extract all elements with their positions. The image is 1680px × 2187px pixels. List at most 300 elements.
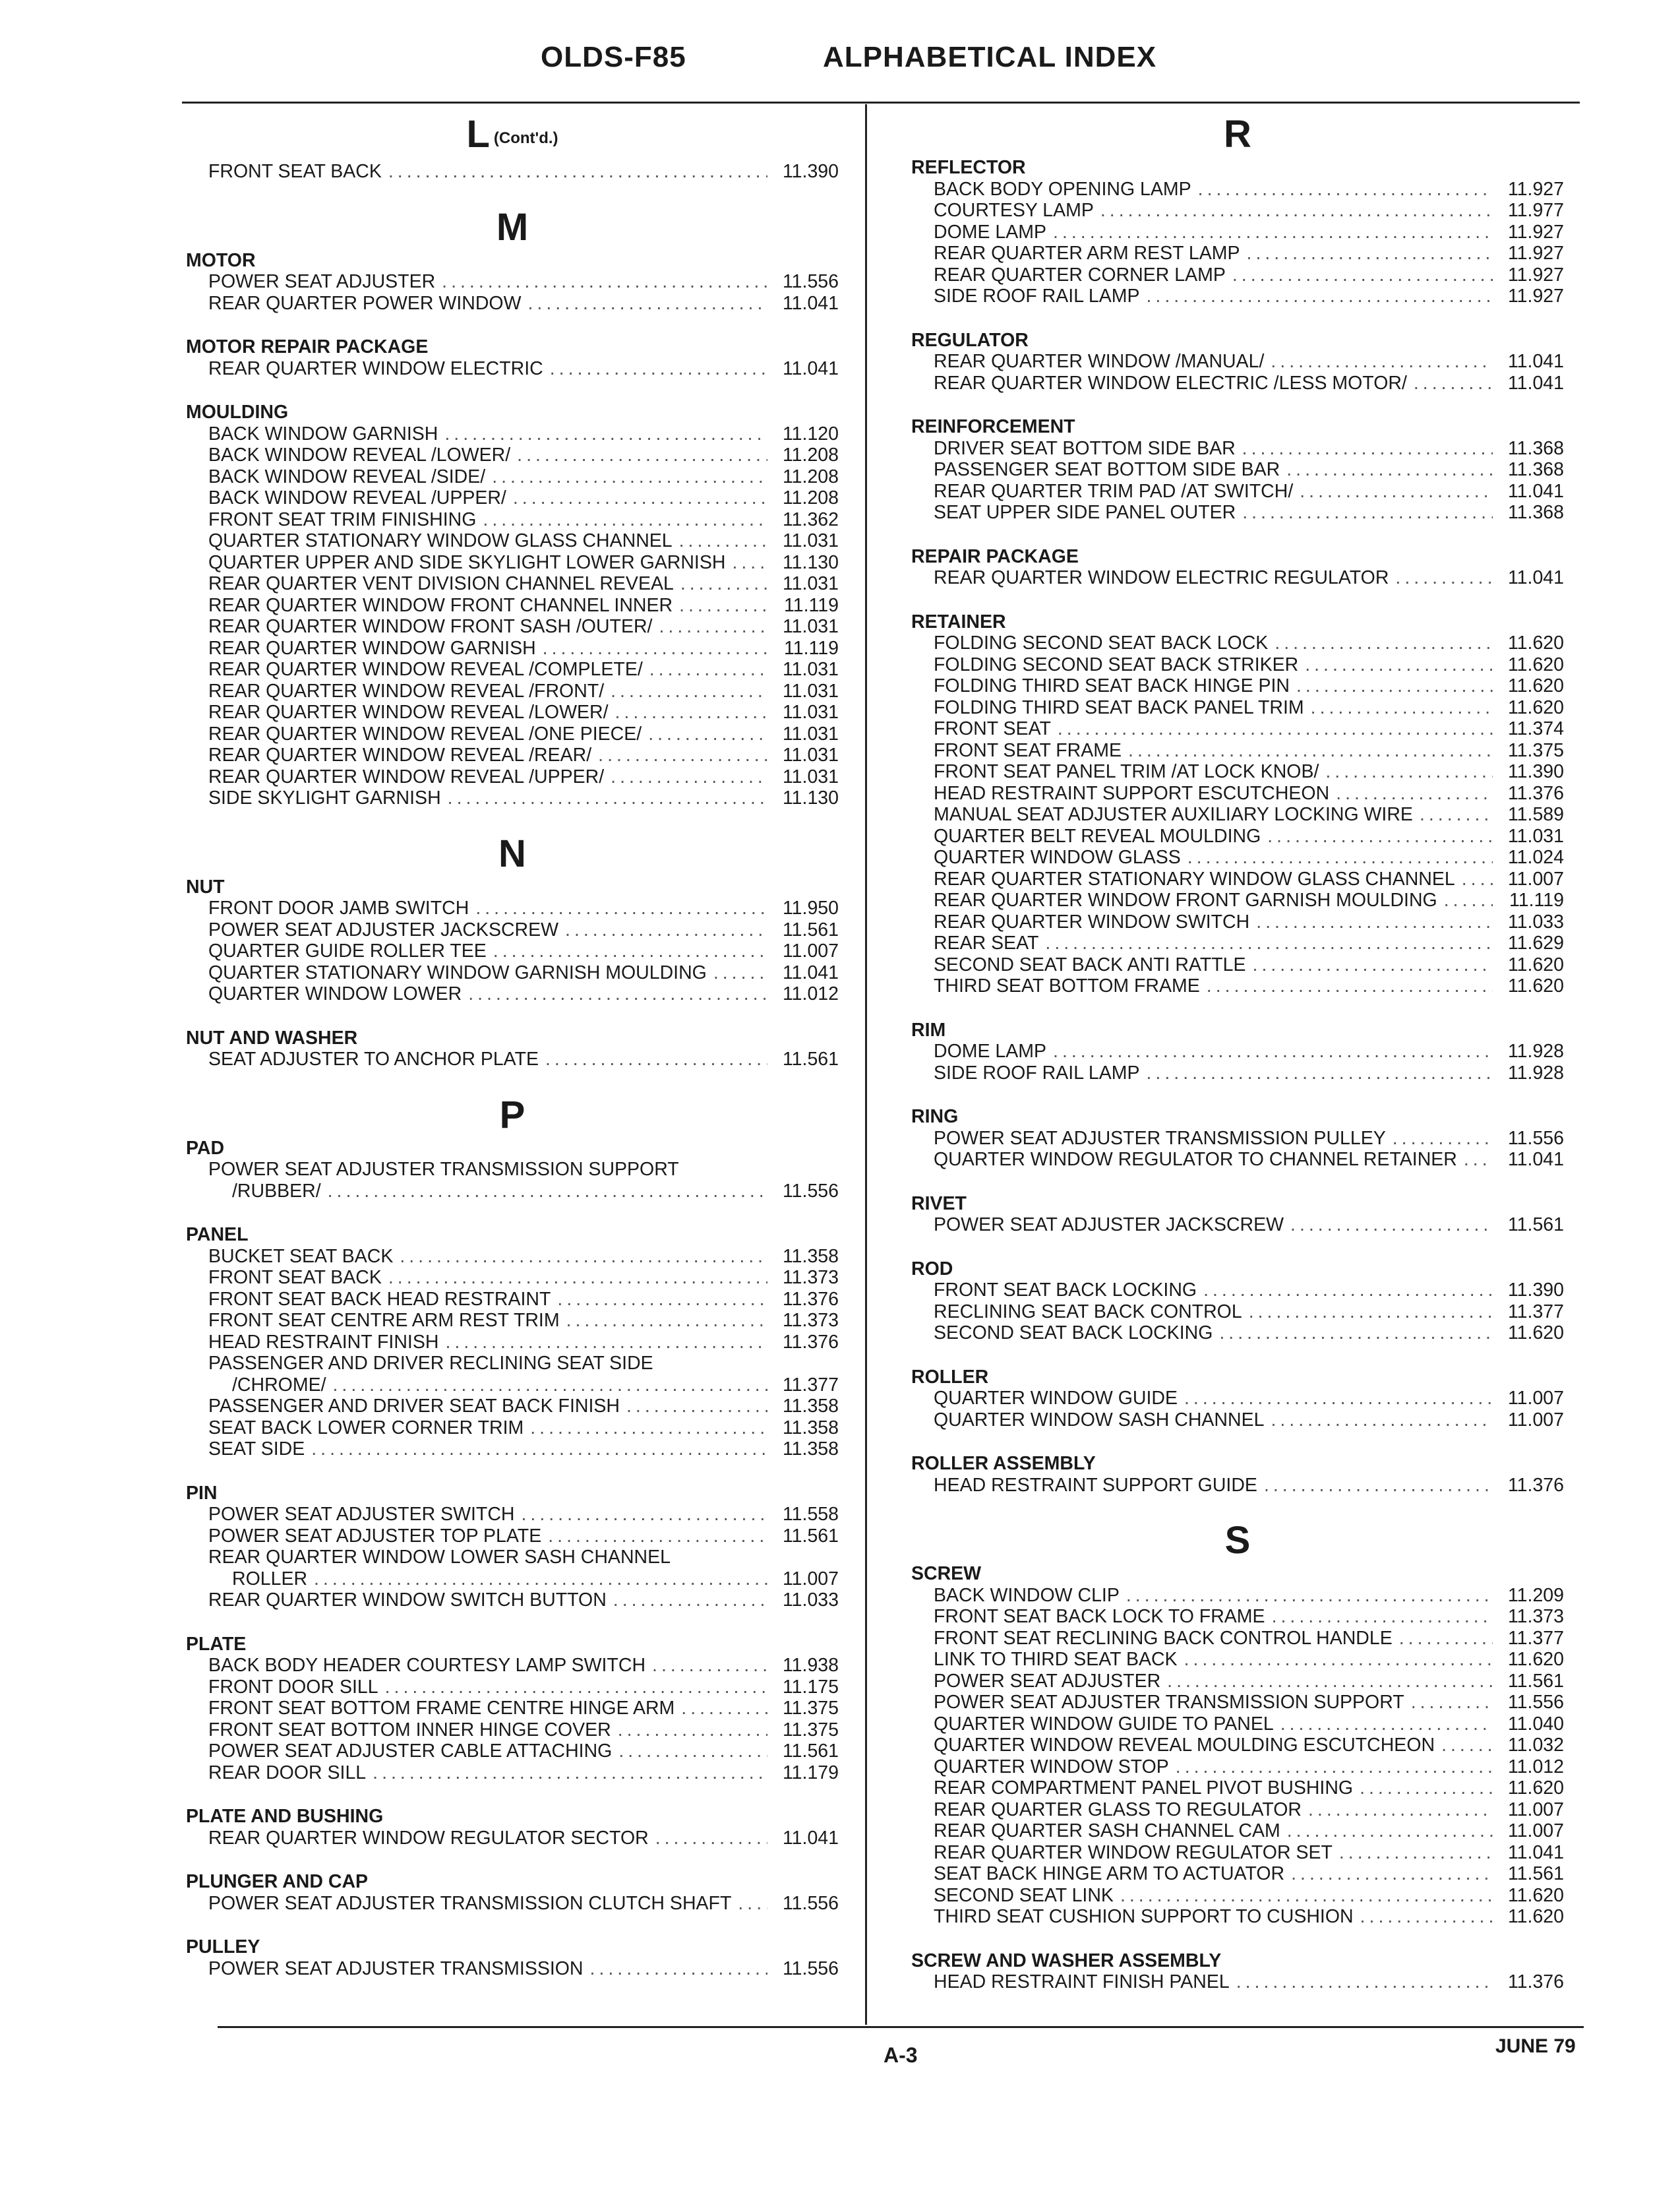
entry-reference: 11.368 — [1507, 502, 1564, 523]
index-column-left — [186, 112, 839, 2002]
entry-label: /RUBBER/ — [232, 1180, 321, 1202]
entry-reference: 11.007 — [1507, 1388, 1564, 1409]
entry-label: SEAT BACK LOWER CORNER TRIM — [208, 1417, 524, 1438]
entry-reference: 11.374 — [1507, 718, 1564, 739]
dot-leader — [1184, 1649, 1493, 1671]
dot-leader — [333, 1374, 768, 1396]
dot-leader — [681, 1698, 767, 1719]
index-group — [186, 250, 839, 315]
header-rule — [182, 102, 1580, 104]
section-letter-text: L — [466, 113, 490, 156]
entry-label: BACK WINDOW REVEAL /LOWER/ — [208, 445, 511, 466]
dot-leader — [680, 573, 767, 595]
index-entries — [186, 1159, 839, 1202]
entry-label: /CHROME/ — [232, 1374, 326, 1396]
entry-reference: 11.556 — [782, 271, 839, 292]
dot-leader — [557, 1289, 767, 1310]
index-entry — [186, 271, 839, 293]
entry-reference: 11.031 — [1507, 825, 1564, 847]
entry-label: BACK WINDOW GARNISH — [208, 423, 438, 445]
section-letter — [911, 1518, 1564, 1563]
section-letter-text: M — [496, 205, 529, 249]
dot-leader — [1300, 481, 1493, 503]
index-entry — [911, 567, 1564, 589]
index-entry — [911, 243, 1564, 264]
dot-leader — [649, 659, 767, 681]
section-letter-text: S — [1224, 1519, 1251, 1562]
index-entry — [186, 530, 839, 552]
entry-label: FOLDING THIRD SEAT BACK PANEL TRIM — [934, 696, 1304, 718]
dot-leader — [1256, 911, 1493, 933]
dot-leader — [1120, 1885, 1493, 1907]
dot-leader — [1271, 351, 1493, 373]
group-heading: SCREW — [911, 1563, 982, 1584]
entry-label: SEAT ADJUSTER TO ANCHOR PLATE — [208, 1049, 539, 1070]
dot-leader — [1290, 1214, 1493, 1236]
index-group — [911, 1453, 1564, 1496]
dot-leader — [1203, 1279, 1493, 1301]
entry-label: REAR QUARTER WINDOW FRONT SASH /OUTER/ — [208, 616, 653, 637]
dot-leader — [1236, 1971, 1493, 1993]
index-entry — [911, 911, 1564, 933]
entry-reference: 11.561 — [782, 1740, 839, 1762]
entry-reference: 11.561 — [1507, 1214, 1564, 1235]
index-entry — [186, 1310, 839, 1332]
group-heading: RIVET — [911, 1192, 967, 1214]
entry-label: SECOND SEAT BACK ANTI RATTLE — [934, 954, 1246, 975]
index-group — [186, 1871, 839, 1914]
index-entries — [911, 1041, 1564, 1084]
dot-leader — [1360, 1906, 1493, 1928]
entry-reference: 11.041 — [1507, 1841, 1564, 1863]
dot-leader — [1198, 179, 1493, 200]
index-entries — [911, 438, 1564, 524]
index-group — [911, 1563, 1564, 1928]
dot-leader — [513, 487, 767, 509]
entry-reference: 11.620 — [1507, 975, 1564, 997]
entry-reference: 11.007 — [782, 940, 839, 962]
index-entry — [186, 293, 839, 315]
index-entries — [911, 1214, 1564, 1236]
dot-leader — [543, 638, 767, 660]
dot-leader — [1253, 954, 1493, 976]
entry-reference: 11.620 — [1507, 1884, 1564, 1906]
index-entry — [911, 1842, 1564, 1864]
entry-reference: 11.375 — [1507, 739, 1564, 761]
entry-label: REAR QUARTER WINDOW SWITCH BUTTON — [208, 1589, 607, 1611]
index-entries — [186, 898, 839, 1005]
dot-leader — [590, 1958, 767, 1980]
entry-reference: 11.928 — [1507, 1062, 1564, 1084]
index-entry — [186, 1525, 839, 1547]
dot-leader — [1280, 1713, 1493, 1735]
entry-reference: 11.556 — [782, 1892, 839, 1914]
index-entry — [911, 1388, 1564, 1409]
entry-label: HEAD RESTRAINT FINISH PANEL — [934, 1971, 1230, 1992]
entry-label: REAR QUARTER WINDOW ELECTRIC — [208, 357, 543, 379]
dot-leader — [400, 1246, 767, 1268]
dot-leader — [445, 1332, 767, 1353]
dot-leader — [679, 595, 767, 617]
entry-label: QUARTER WINDOW LOWER — [208, 983, 462, 1004]
entry-label: DRIVER SEAT BOTTOM SIDE BAR — [934, 437, 1236, 459]
index-entry — [186, 1049, 839, 1070]
index-section — [911, 112, 1564, 1496]
entry-label: POWER SEAT ADJUSTER TOP PLATE — [208, 1525, 542, 1547]
group-heading: ROD — [911, 1258, 953, 1279]
dot-leader — [655, 1828, 767, 1849]
entry-reference: 11.368 — [1507, 459, 1564, 480]
index-entry — [186, 940, 839, 962]
entry-reference: 11.031 — [782, 745, 839, 766]
group-heading: RING — [911, 1106, 959, 1127]
entry-label: SEAT SIDE — [208, 1438, 305, 1460]
index-entry — [911, 1322, 1564, 1344]
entry-label: QUARTER UPPER AND SIDE SKYLIGHT LOWER GARNISH — [208, 551, 726, 573]
entry-label: POWER SEAT ADJUSTER TRANSMISSION PULLEY — [934, 1127, 1386, 1149]
index-entry — [911, 1713, 1564, 1735]
index-group — [911, 1367, 1564, 1431]
entry-label: FRONT SEAT — [934, 718, 1051, 739]
group-heading: PLATE — [186, 1633, 247, 1655]
entry-label: MANUAL SEAT ADJUSTER AUXILIARY LOCKING WIRE — [934, 804, 1413, 825]
entry-reference: 11.620 — [1507, 954, 1564, 975]
index-group — [186, 336, 839, 379]
entry-reference: 11.390 — [1507, 761, 1564, 782]
group-heading: REINFORCEMENT — [911, 416, 1075, 437]
entry-reference: 11.041 — [1507, 567, 1564, 588]
index-entry — [911, 826, 1564, 847]
entry-label: QUARTER WINDOW SASH CHANNEL — [934, 1409, 1265, 1431]
index-entry — [911, 438, 1564, 460]
entry-label: FRONT SEAT CENTRE ARM REST TRIM — [208, 1310, 560, 1331]
entry-reference: 11.373 — [782, 1310, 839, 1331]
index-entry — [186, 466, 839, 488]
entry-reference: 11.561 — [782, 1525, 839, 1547]
entry-label: FOLDING THIRD SEAT BACK HINGE PIN — [934, 675, 1290, 696]
index-entry — [911, 1863, 1564, 1885]
index-entry — [911, 1885, 1564, 1907]
index-entry — [911, 632, 1564, 654]
index-entry — [911, 222, 1564, 243]
doc-model-title: OLDS-F85 — [541, 41, 686, 73]
index-entries — [186, 161, 839, 183]
entry-reference: 11.041 — [1507, 1149, 1564, 1170]
dot-leader — [1275, 632, 1493, 654]
dot-leader — [1271, 1409, 1493, 1431]
entry-label: FRONT DOOR SILL — [208, 1676, 378, 1698]
entry-label: REAR QUARTER WINDOW /MANUAL/ — [934, 351, 1265, 372]
entry-label: HEAD RESTRAINT SUPPORT GUIDE — [934, 1474, 1257, 1496]
dot-leader — [1360, 1777, 1493, 1799]
entry-reference: 11.031 — [782, 680, 839, 702]
entry-label: QUARTER WINDOW REVEAL MOULDING ESCUTCHEON — [934, 1735, 1435, 1756]
index-entry — [911, 1671, 1564, 1692]
dot-leader — [1286, 459, 1493, 481]
entry-label-line: POWER SEAT ADJUSTER TRANSMISSION SUPPORT — [208, 1159, 679, 1180]
entry-reference: 11.556 — [782, 1957, 839, 1979]
entry-reference: 11.041 — [782, 357, 839, 379]
entry-label: QUARTER WINDOW REGULATOR TO CHANNEL RETAINER — [934, 1149, 1457, 1170]
entry-reference: 11.589 — [1507, 804, 1564, 825]
index-entry — [186, 1246, 839, 1268]
entry-label: QUARTER WINDOW GUIDE — [934, 1388, 1178, 1409]
group-heading: REFLECTOR — [911, 157, 1026, 178]
entry-label: FRONT SEAT FRAME — [934, 739, 1122, 761]
dot-leader — [493, 940, 767, 962]
index-group — [911, 416, 1564, 524]
index-entry — [186, 745, 839, 766]
dot-leader — [1441, 1735, 1493, 1756]
index-entry — [186, 1568, 839, 1590]
entry-reference: 11.629 — [1507, 933, 1564, 954]
entry-reference: 11.556 — [1507, 1127, 1564, 1149]
index-entry — [911, 179, 1564, 200]
dot-leader — [328, 1181, 767, 1202]
dot-leader — [611, 681, 767, 702]
index-group — [911, 546, 1564, 589]
entry-reference: 11.556 — [1507, 1692, 1564, 1713]
index-entries — [911, 1585, 1564, 1928]
index-entry — [911, 1279, 1564, 1301]
entry-reference: 11.033 — [782, 1589, 839, 1611]
entry-reference: 11.358 — [782, 1417, 839, 1438]
dot-leader — [1053, 222, 1493, 243]
dot-leader — [1232, 264, 1493, 286]
index-entry — [186, 616, 839, 638]
entry-reference: 11.208 — [782, 445, 839, 466]
group-heading: SCREW AND WASHER ASSEMBLY — [911, 1950, 1222, 1971]
index-entries — [911, 1128, 1564, 1171]
entry-reference: 11.927 — [1507, 264, 1564, 286]
dot-leader — [1305, 654, 1493, 676]
index-entry — [911, 1475, 1564, 1496]
entry-label: ROLLER — [232, 1568, 308, 1589]
entry-reference: 11.031 — [782, 702, 839, 723]
dot-leader — [615, 702, 768, 724]
index-group — [911, 1258, 1564, 1344]
index-group — [186, 1806, 839, 1849]
dot-leader — [713, 962, 767, 984]
section-letter — [186, 1093, 839, 1138]
entry-reference: 11.358 — [782, 1438, 839, 1460]
group-heading: NUT AND WASHER — [186, 1027, 358, 1049]
entry-label: SEAT UPPER SIDE PANEL OUTER — [934, 502, 1236, 523]
entry-label: REAR DOOR SILL — [208, 1762, 367, 1783]
entry-label: FRONT SEAT BOTTOM FRAME CENTRE HINGE ARM — [208, 1698, 675, 1719]
entry-label: SIDE SKYLIGHT GARNISH — [208, 787, 441, 809]
entry-reference: 11.012 — [1507, 1756, 1564, 1777]
index-entry — [186, 1740, 839, 1762]
group-heading: NUT — [186, 876, 225, 898]
dot-leader — [1311, 697, 1493, 719]
entry-label: FRONT SEAT BACK — [208, 1267, 382, 1288]
dot-leader — [442, 271, 767, 293]
dot-leader — [527, 293, 767, 315]
entry-reference: 11.368 — [1507, 437, 1564, 459]
dot-leader — [1325, 761, 1493, 783]
entry-label: REAR QUARTER WINDOW FRONT CHANNEL INNER — [208, 594, 673, 616]
entry-reference: 11.041 — [1507, 372, 1564, 394]
index-entry — [911, 1971, 1564, 1993]
index-entry — [186, 1762, 839, 1784]
entry-reference: 11.119 — [1509, 890, 1564, 911]
index-entry — [186, 358, 839, 380]
dot-leader — [1184, 1388, 1493, 1409]
entry-label: BACK WINDOW CLIP — [934, 1584, 1120, 1606]
index-entry — [911, 804, 1564, 826]
entry-label: REAR QUARTER STATIONARY WINDOW GLASS CHANNEL — [934, 868, 1455, 890]
dot-leader — [373, 1762, 767, 1784]
dot-leader — [732, 552, 767, 574]
entry-reference: 11.373 — [782, 1267, 839, 1288]
section-letter-text: P — [499, 1093, 525, 1136]
index-entry — [911, 1820, 1564, 1842]
index-entries — [911, 1279, 1564, 1344]
section-letter-text: R — [1224, 113, 1251, 156]
footer-rule — [218, 2026, 1584, 2028]
entry-label: POWER SEAT ADJUSTER SWITCH — [208, 1504, 515, 1525]
entry-reference: 11.377 — [1507, 1627, 1564, 1649]
entry-label: PASSENGER AND DRIVER SEAT BACK FINISH — [208, 1396, 620, 1417]
index-entries — [186, 1958, 839, 1980]
entry-reference: 11.007 — [1507, 868, 1564, 890]
entry-label: HEAD RESTRAINT FINISH — [208, 1331, 439, 1353]
index-entries — [186, 1893, 839, 1915]
dot-leader — [314, 1568, 767, 1590]
entry-reference: 11.556 — [782, 1180, 839, 1202]
revision-date: JUNE 79 — [1495, 2035, 1576, 2057]
entry-reference: 11.377 — [782, 1374, 839, 1396]
entry-label: HEAD RESTRAINT SUPPORT ESCUTCHEON — [934, 782, 1330, 804]
entry-reference: 11.024 — [1507, 847, 1564, 868]
index-entry — [186, 1589, 839, 1611]
dot-leader — [1296, 675, 1493, 697]
entry-label: REAR QUARTER WINDOW REVEAL /UPPER/ — [208, 766, 605, 787]
entry-label: PASSENGER SEAT BOTTOM SIDE BAR — [934, 459, 1280, 480]
entry-reference: 11.209 — [1507, 1584, 1564, 1606]
entry-reference: 11.927 — [1507, 178, 1564, 200]
index-entries — [911, 1475, 1564, 1496]
index-entry — [186, 1374, 839, 1396]
index-entries — [911, 1971, 1564, 1993]
entry-label: POWER SEAT ADJUSTER JACKSCREW — [934, 1214, 1284, 1235]
dot-leader — [1414, 373, 1493, 394]
index-entry — [186, 1289, 839, 1310]
group-heading: PANEL — [186, 1224, 249, 1245]
index-entry — [911, 890, 1564, 911]
index-entry — [186, 898, 839, 919]
entry-reference: 11.041 — [1507, 480, 1564, 502]
section-letter — [186, 205, 839, 250]
entry-reference: 11.390 — [1507, 1279, 1564, 1301]
entry-label: REAR SEAT — [934, 933, 1039, 954]
dot-leader — [448, 787, 767, 809]
index-entry — [186, 1438, 839, 1460]
index-group — [186, 1138, 839, 1202]
dot-leader — [565, 919, 767, 941]
entry-label: REAR COMPARTMENT PANEL PIVOT BUSHING — [934, 1777, 1354, 1799]
entry-label: DOME LAMP — [934, 221, 1047, 243]
entry-reference: 11.130 — [782, 551, 839, 573]
index-entry — [186, 1698, 839, 1719]
index-entry — [911, 200, 1564, 222]
index-group — [186, 402, 839, 809]
dot-leader — [475, 898, 767, 919]
entry-reference: 11.031 — [782, 616, 839, 637]
index-group — [186, 1936, 839, 1979]
dot-leader — [652, 1655, 767, 1677]
entry-reference: 11.041 — [782, 1827, 839, 1849]
index-entry — [911, 286, 1564, 307]
index-entry — [186, 919, 839, 941]
group-heading: MOTOR REPAIR PACKAGE — [186, 336, 429, 357]
entry-label: QUARTER GUIDE ROLLER TEE — [208, 940, 487, 962]
entry-reference: 11.620 — [1507, 632, 1564, 654]
entry-label: FRONT SEAT RECLINING BACK CONTROL HANDLE — [934, 1627, 1393, 1649]
dot-leader — [1045, 933, 1493, 954]
dot-leader — [1242, 502, 1493, 524]
entry-reference: 11.620 — [1507, 654, 1564, 675]
entry-label: REAR QUARTER WINDOW REVEAL /LOWER/ — [208, 702, 609, 723]
entry-reference: 11.620 — [1507, 1649, 1564, 1670]
entry-label: POWER SEAT ADJUSTER TRANSMISSION — [208, 1957, 584, 1979]
dot-leader — [1249, 1301, 1493, 1323]
index-entry — [186, 724, 839, 745]
entry-label: FRONT SEAT BACK HEAD RESTRAINT — [208, 1288, 551, 1310]
entry-label: BUCKET SEAT BACK — [208, 1245, 394, 1267]
entry-reference: 11.376 — [782, 1288, 839, 1310]
section-letter-text: N — [498, 832, 526, 875]
dot-leader — [444, 423, 767, 445]
entry-reference: 11.031 — [782, 530, 839, 551]
dot-leader — [618, 1719, 767, 1741]
index-entry — [186, 445, 839, 466]
index-group — [186, 1634, 839, 1784]
entry-reference: 11.376 — [1507, 782, 1564, 804]
index-entries — [911, 351, 1564, 394]
index-entries — [911, 1388, 1564, 1431]
entry-label: FOLDING SECOND SEAT BACK STRIKER — [934, 654, 1299, 675]
entry-label: REAR QUARTER WINDOW ELECTRIC /LESS MOTOR/ — [934, 372, 1407, 394]
dot-leader — [659, 616, 767, 638]
index-entry — [911, 1041, 1564, 1063]
dot-leader — [566, 1310, 767, 1332]
entry-reference: 11.977 — [1507, 200, 1564, 221]
entry-label: REAR QUARTER WINDOW GARNISH — [208, 637, 536, 659]
index-entry — [186, 1719, 839, 1741]
group-heading: RIM — [911, 1019, 946, 1041]
dot-leader — [618, 1740, 767, 1762]
entry-reference: 11.938 — [782, 1655, 839, 1676]
dot-leader — [1128, 740, 1493, 762]
entry-reference: 11.031 — [782, 723, 839, 745]
entry-reference: 11.031 — [782, 659, 839, 680]
index-entries — [911, 632, 1564, 997]
entry-reference: 11.376 — [782, 1331, 839, 1353]
entry-label: REAR QUARTER WINDOW REVEAL /FRONT/ — [208, 680, 605, 702]
entry-label: DOME LAMP — [934, 1041, 1047, 1062]
index-group — [911, 1193, 1564, 1236]
index-entry — [911, 1128, 1564, 1150]
index-section — [186, 112, 839, 183]
index-entry — [186, 1417, 839, 1439]
dot-leader — [388, 161, 767, 183]
dot-leader — [1393, 1128, 1493, 1150]
index-entries — [911, 567, 1564, 589]
entry-reference: 11.927 — [1507, 221, 1564, 243]
dot-leader — [388, 1267, 767, 1289]
